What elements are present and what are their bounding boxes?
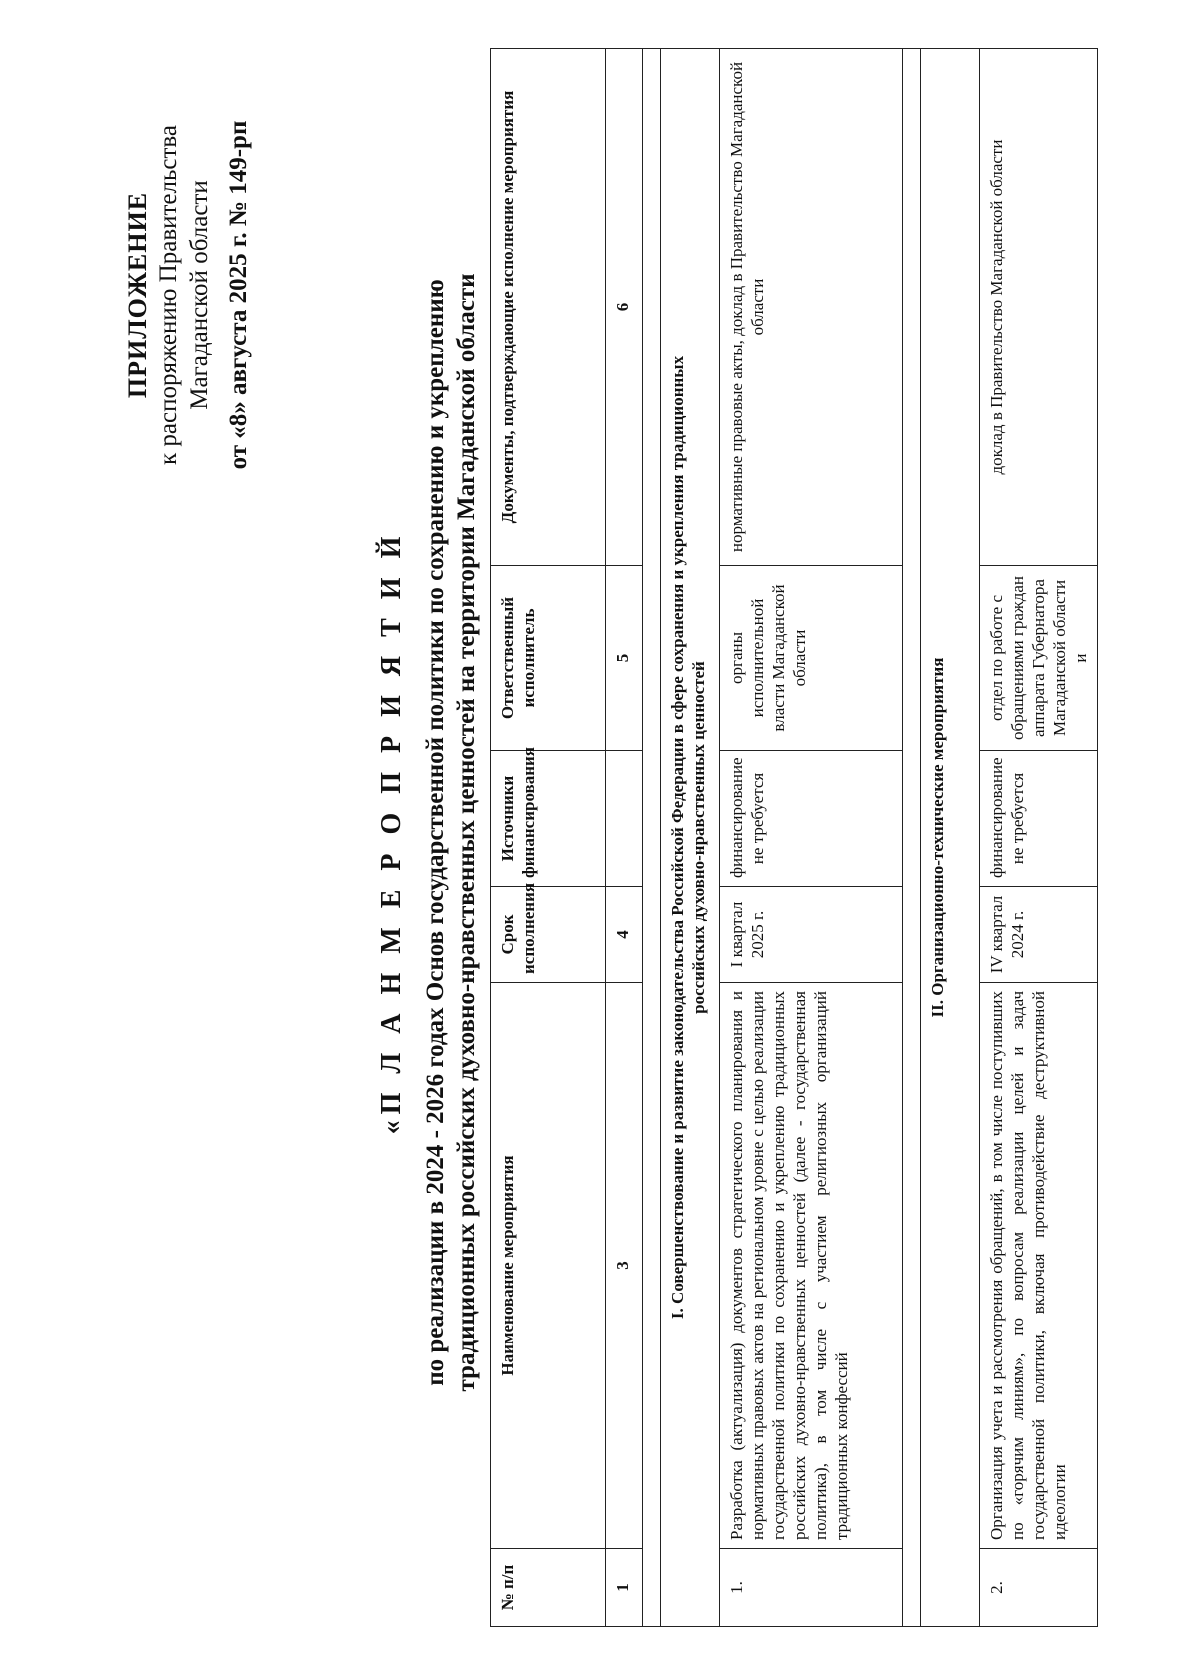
plan-title: «П Л А Н М Е Р О П Р И Я Т И Й <box>376 530 407 1135</box>
row-1-funding: финансирование не требуется <box>720 751 903 887</box>
header-num: № п/п <box>491 1549 606 1627</box>
row-1-executor: органы исполнительной власти Магаданской области <box>720 566 903 751</box>
plan-table <box>490 48 1098 1627</box>
spacer-row <box>903 49 921 1627</box>
row-2-executor: отдел по работе с обращениями граждан аппарата Губернатора Магаданской области и <box>980 566 1098 751</box>
numbering-cell: 5 <box>606 566 643 751</box>
table-row <box>720 49 903 1627</box>
row-1-name: Разработка (актуализация) документов стратегического планирования и нормативных правовых актов на региональном уровне с целью реализации государственной политики по сохранению и укреплению традиционных российских духовно-нравственных ценностей (далее - государственная политика), в том числе с участием религиозных организаций традиционных конфессий <box>720 983 903 1549</box>
numbering-cell: 1 <box>606 1549 643 1627</box>
section-1-row <box>661 49 720 1627</box>
header-row <box>491 49 606 1627</box>
section-2-title: II. Организационно-технические мероприятия <box>921 49 980 1627</box>
header-term: Срок исполнения <box>491 887 606 983</box>
appendix-block <box>122 60 254 530</box>
numbering-row <box>606 49 643 1627</box>
row-1-term: I квартал 2025 г. <box>720 887 903 983</box>
row-2-docs: доклад в Правительство Магаданской области <box>980 49 1098 566</box>
section-1-title <box>661 49 720 1627</box>
numbering-cell <box>606 751 643 887</box>
header-name: Наименование мероприятия <box>491 983 606 1549</box>
header-funding: Источники финансирования <box>491 751 606 887</box>
document-heading <box>376 160 482 1505</box>
appendix-title: ПРИЛОЖЕНИЕ <box>123 191 152 399</box>
row-1-num: 1. <box>720 1549 903 1627</box>
row-1-docs: нормативные правовые акты, доклад в Правительство Магаданской области <box>720 49 903 566</box>
row-2-term: IV квартал 2024 г. <box>980 887 1098 983</box>
appendix-line-1: к распоряжению Правительства <box>155 125 182 466</box>
header-executor: Ответственный исполнитель <box>491 566 606 751</box>
section-1-line-1: I. Совершенствование и развитие законодательства Российской Федерации в сфере сохранения и укрепления традиционных <box>668 355 687 1320</box>
spacer-row <box>643 49 661 1627</box>
section-2-row <box>921 49 980 1627</box>
table-row <box>980 49 1098 1627</box>
plan-subtitle-2: традиционных российских духовно-нравственных ценностей на территории Магаданской области <box>453 273 480 1392</box>
row-2-num: 2. <box>980 1549 1098 1627</box>
header-docs: Документы, подтверждающие исполнение мероприятия <box>491 49 606 566</box>
numbering-cell: 6 <box>606 49 643 566</box>
plan-subtitle-1: по реализации в 2024 - 2026 годах Основ государственной политики по сохранению и укреплению <box>422 279 449 1386</box>
appendix-line-2: Магаданской области <box>186 180 213 410</box>
row-2-funding: финансирование не требуется <box>980 751 1098 887</box>
spacer-cell <box>903 49 921 1627</box>
appendix-date: от «8» августа 2025 г. № 149-рп <box>225 120 252 470</box>
section-1-line-2: российских духовно-нравственных ценностей <box>689 661 708 1014</box>
spacer-cell <box>643 49 661 1627</box>
numbering-cell: 4 <box>606 887 643 983</box>
row-2-name: Организация учета и рассмотрения обращений, в том числе поступивших по «горячим линиям», по вопросам реализации целей и задач государственной политики, включая противодействие деструктивной идеологии <box>980 983 1098 1549</box>
numbering-cell: 3 <box>606 983 643 1549</box>
